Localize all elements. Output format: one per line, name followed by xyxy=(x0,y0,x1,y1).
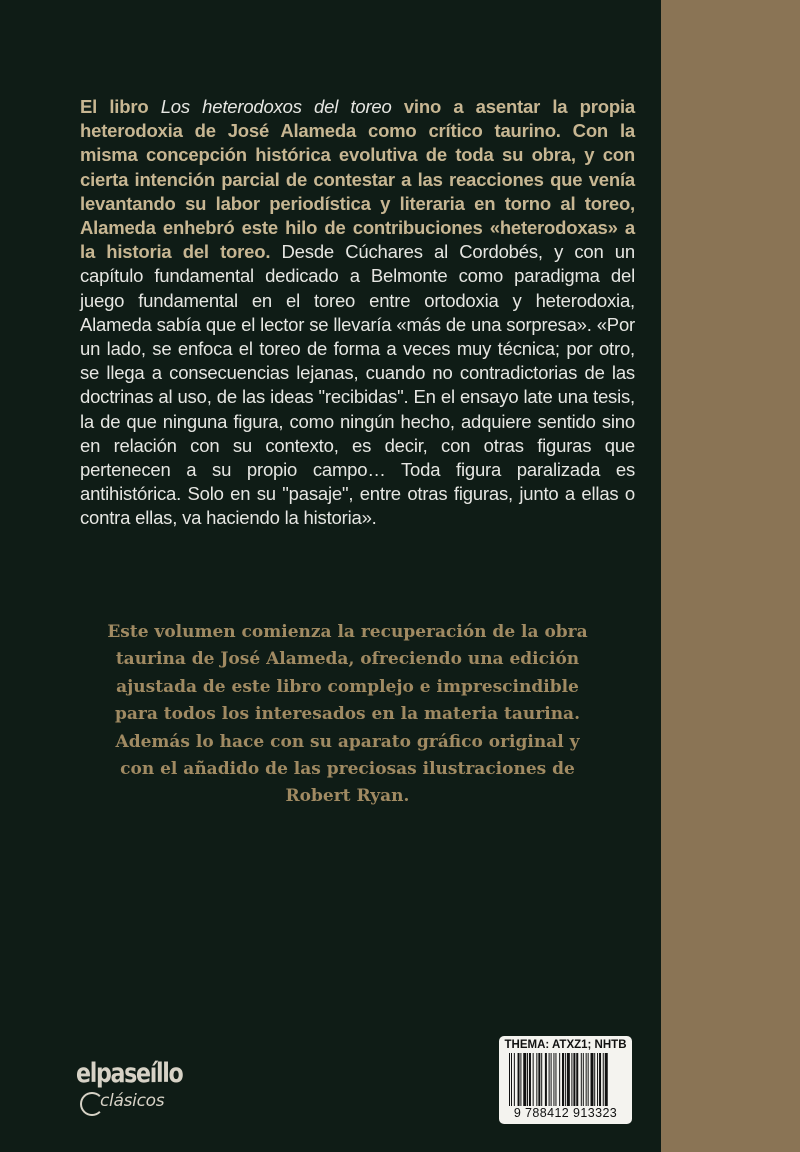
blurb-paragraph xyxy=(80,95,635,531)
blurb-intro xyxy=(80,96,635,262)
barcode-icon xyxy=(509,1053,622,1106)
publisher-logo xyxy=(76,1054,186,1119)
isbn-number: 9 788412 913323 xyxy=(513,1106,618,1120)
blurb-intro-b: vino a asentar la propia heterodoxia de José Alameda como crítico taurino. Con la misma concepción histórica evolutiva de toda su obra, y con cierta intención parcial de contestar a las reacciones que venía levantando su labor periodística y literaria en torno al toreo, Alameda enhebró este hilo de contribuciones «heterodoxas» a la historia del toreo. xyxy=(80,96,635,263)
summary-paragraph: Este volumen comienza la recuperación de la obra taurina de José Alameda, ofreciendo una edición ajustada de este libro complejo e imprescindible para todos los interesados en la materia taurina. Además lo hace con su aparato gráfico original y con el añadido de las preciosas ilustraciones de Robert Ryan. xyxy=(107,622,588,807)
blurb-body: Desde Cúchares al Cordobés, y con un capítulo fundamental dedicado a Belmonte como paradigma del juego fundamental en el toreo entre ortodoxia y heterodoxia, Alameda sabía que el lector se llevaría «más de una sorpresa». «Por un lado, se enfoca el toreo de forma a veces muy técnica; por otro, se llega a consecuencias lejanas, cuando no contradictorias de las doctrinas al uso, de las ideas "recibidas". En el ensayo late una tesis, la de que ninguna figura, como ningún hecho, adquiere sentido sino en relación con su contexto, es decir, con otras figuras que pertenecen a su propio campo… Toda figura paralizada es antihistórica. Solo en su "pasaje", entre otras figuras, junto a ellas o contra ellas, va haciendo la historia». xyxy=(80,241,635,529)
spine-strip xyxy=(661,0,800,1152)
thema-code: THEMA: ATXZ1; NHTB xyxy=(504,1039,627,1051)
publisher-logo-sub: clásicos xyxy=(100,1091,165,1111)
publisher-logo-word: elpaseíllo xyxy=(76,1058,183,1089)
book-title: Los heterodoxos del toreo xyxy=(160,96,392,117)
barcode-box xyxy=(499,1036,632,1124)
blurb-intro-a: El libro xyxy=(80,96,161,117)
